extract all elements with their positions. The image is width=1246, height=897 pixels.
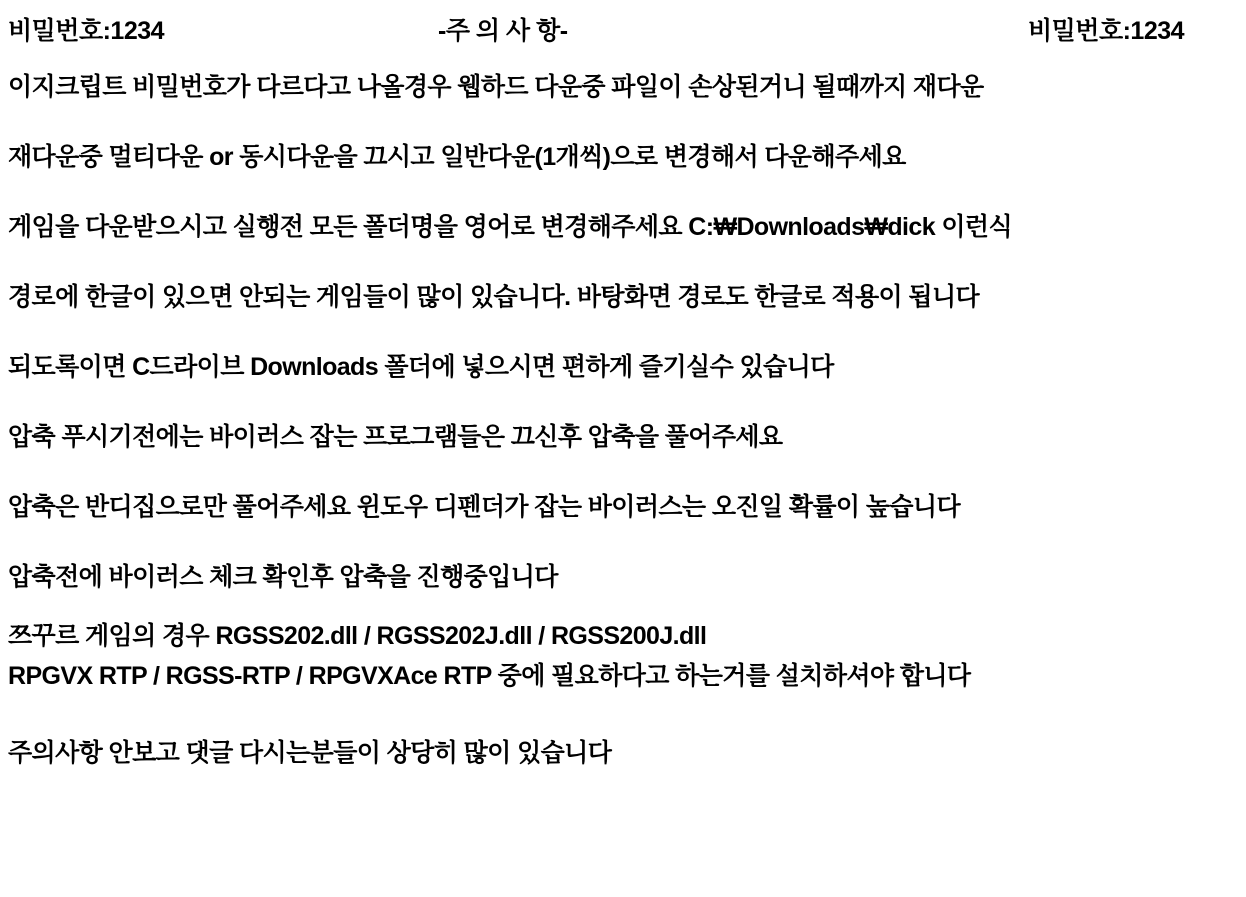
password-label-right: 비밀번호:1234 bbox=[1028, 17, 1185, 45]
notice-line: 이지크립트 비밀번호가 다르다고 나올경우 웹하드 다운중 파일이 손상된거니 될때까지 재다운 bbox=[8, 73, 984, 101]
rpg-runtime-line: 쯔꾸르 게임의 경우 RGSS202.dll / RGSS202J.dll / RGSS200J.dll bbox=[8, 622, 707, 650]
notice-line: 경로에 한글이 있으면 안되는 게임들이 많이 있습니다. 바탕화면 경로도 한글로 적용이 됩니다 bbox=[8, 283, 980, 311]
notice-line: 게임을 다운받으시고 실행전 모든 폴더명을 영어로 변경해주세요 C:₩Downloads₩dick 이런식 bbox=[8, 213, 1013, 241]
notice-line: 압축전에 바이러스 체크 확인후 압축을 진행중입니다 bbox=[8, 563, 558, 591]
document-header bbox=[8, 10, 1238, 52]
notice-line: 압축은 반디집으로만 풀어주세요 윈도우 디펜더가 잡는 바이러스는 오진일 확률이 높습니다 bbox=[8, 493, 961, 521]
closing-notice-line: 주의사항 안보고 댓글 다시는분들이 상당히 많이 있습니다 bbox=[8, 739, 612, 767]
rpg-runtime-line: RPGVX RTP / RGSS-RTP / RPGVXAce RTP 중에 필요하다고 하는거를 설치하셔야 합니다 bbox=[8, 662, 971, 690]
page-title: -주 의 사 항- bbox=[438, 17, 568, 45]
notice-list bbox=[8, 52, 1238, 612]
notice-line: 재다운중 멀티다운 or 동시다운을 끄시고 일반다운(1개씩)으로 변경해서 다운해주세요 bbox=[8, 143, 906, 171]
password-label-left: 비밀번호:1234 bbox=[8, 17, 165, 45]
rpg-runtime-block bbox=[8, 616, 1238, 696]
notice-line: 되도록이면 C드라이브 Downloads 폴더에 넣으시면 편하게 즐기실수 있습니다 bbox=[8, 353, 834, 381]
notice-line: 압축 푸시기전에는 바이러스 잡는 프로그램들은 끄신후 압축을 풀어주세요 bbox=[8, 423, 783, 451]
